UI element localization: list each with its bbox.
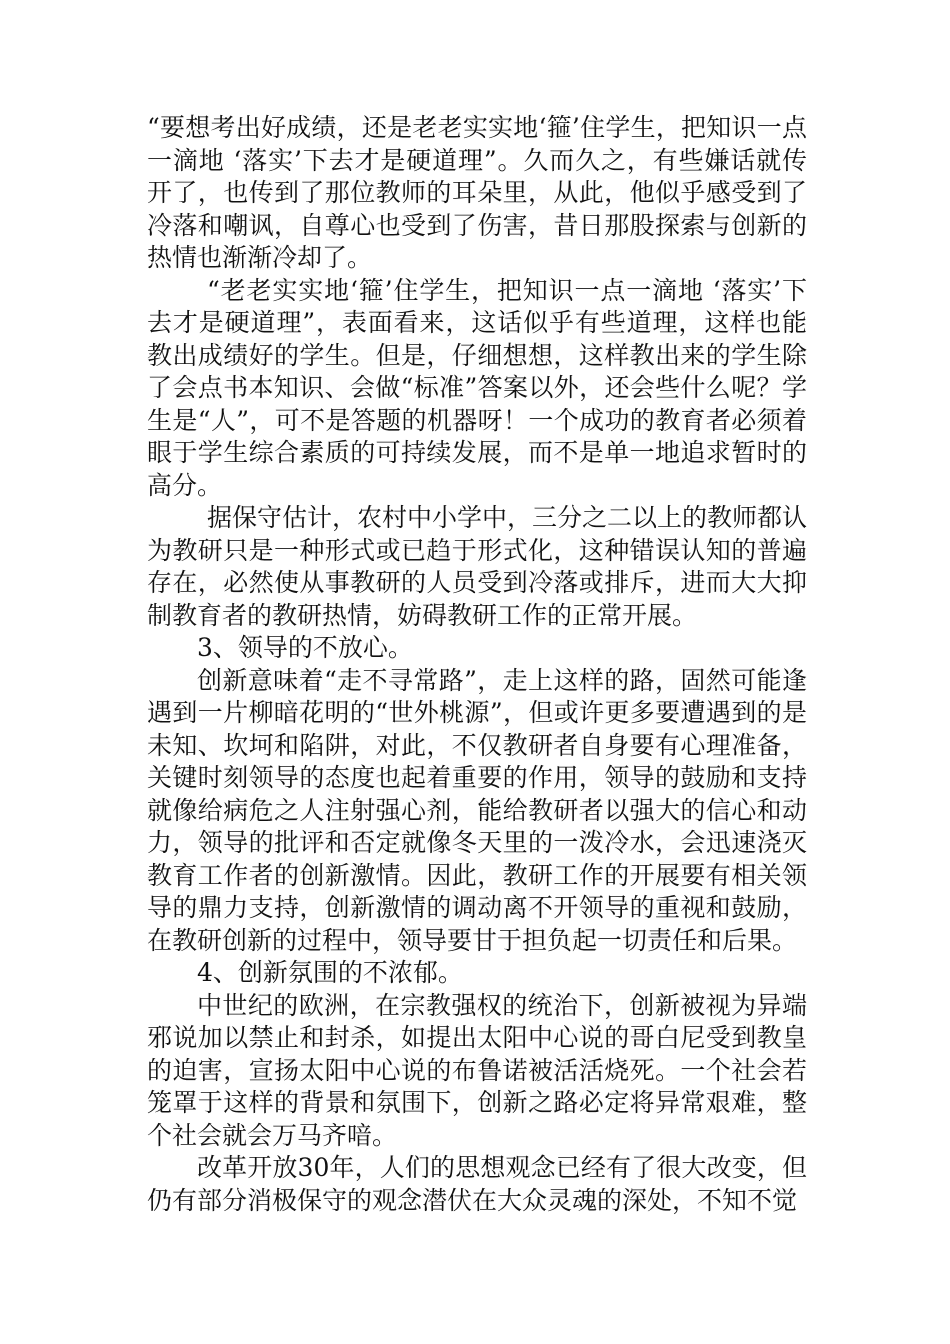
paragraph-2: “老老实实地‘箍’住学生，把知识一点一滴地 ‘落实’下去才是硬道理”，表面看来，这话似乎有些道理，这样也能教出成绩好的学生。但是，仔细想想，这样教出来的学生除了会点书本知识、会做“标准”答案以外，还会些什么呢？学生是“人”，可不是答题的机器呀！一个成功的教育者必须着眼于学生综合素质的可持续发展，而不是单一地追求暂时的高分。 [147,275,807,500]
section-heading-4: 4、创新氛围的不浓郁。 [197,958,463,987]
paragraph-5: 中世纪的欧洲，在宗教强权的统治下，创新被视为异端邪说加以禁止和封杀，如提出太阳中心说的哥白尼受到教皇的迫害，宣扬太阳中心说的布鲁诺被活活烧死。一个社会若笼罩于这样的背景和氛围下，创新之路必定将异常艰难，整个社会就会万马齐喑。 [147,990,807,1150]
paragraph-6: 改革开放30年，人们的思想观念已经有了很大改变，但仍有部分消极保守的观念潜伏在大众灵魂的深处，不知不觉 [147,1153,807,1215]
paragraph-3: 据保守估计，农村中小学中，三分之二以上的教师都认为教研只是一种形式或已趋于形式化，这种错误认知的普遍存在，必然使从事教研的人员受到冷落或排斥，进而大大抑制教育者的教研热情，妨碍教研工作的正常开展。 [147,503,808,630]
section-heading-3: 3、领导的不放心。 [197,633,413,662]
paragraph-1: “要想考出好成绩，还是老老实实地‘箍’住学生，把知识一点一滴地 ‘落实’下去才是硬道理”。久而久之，有些嫌话就传开了，也传到了那位教师的耳朵里，从此，他似乎感受到了冷落和嘲讽，自尊心也受到了伤害，昔日那股探索与创新的热情也渐渐冷却了。 [147,113,807,272]
document-body [147,112,807,1217]
paragraph-4: 创新意味着“走不寻常路”，走上这样的路，固然可能逢遇到一片柳暗花明的“世外桃源”，但或许更多要遭遇到的是未知、坎坷和陷阱，对此，不仅教研者自身要有心理准备，关键时刻领导的态度也起着重要的作用，领导的鼓励和支持就像给病危之人注射强心剂，能给教研者以强大的信心和动力，领导的批评和否定就像冬天里的一泼冷水，会迅速浇灭教育工作者的创新激情。因此，教研工作的开展要有相关领导的鼎力支持，创新激情的调动离不开领导的重视和鼓励，在教研创新的过程中，领导要甘于担负起一切责任和后果。 [147,665,807,955]
